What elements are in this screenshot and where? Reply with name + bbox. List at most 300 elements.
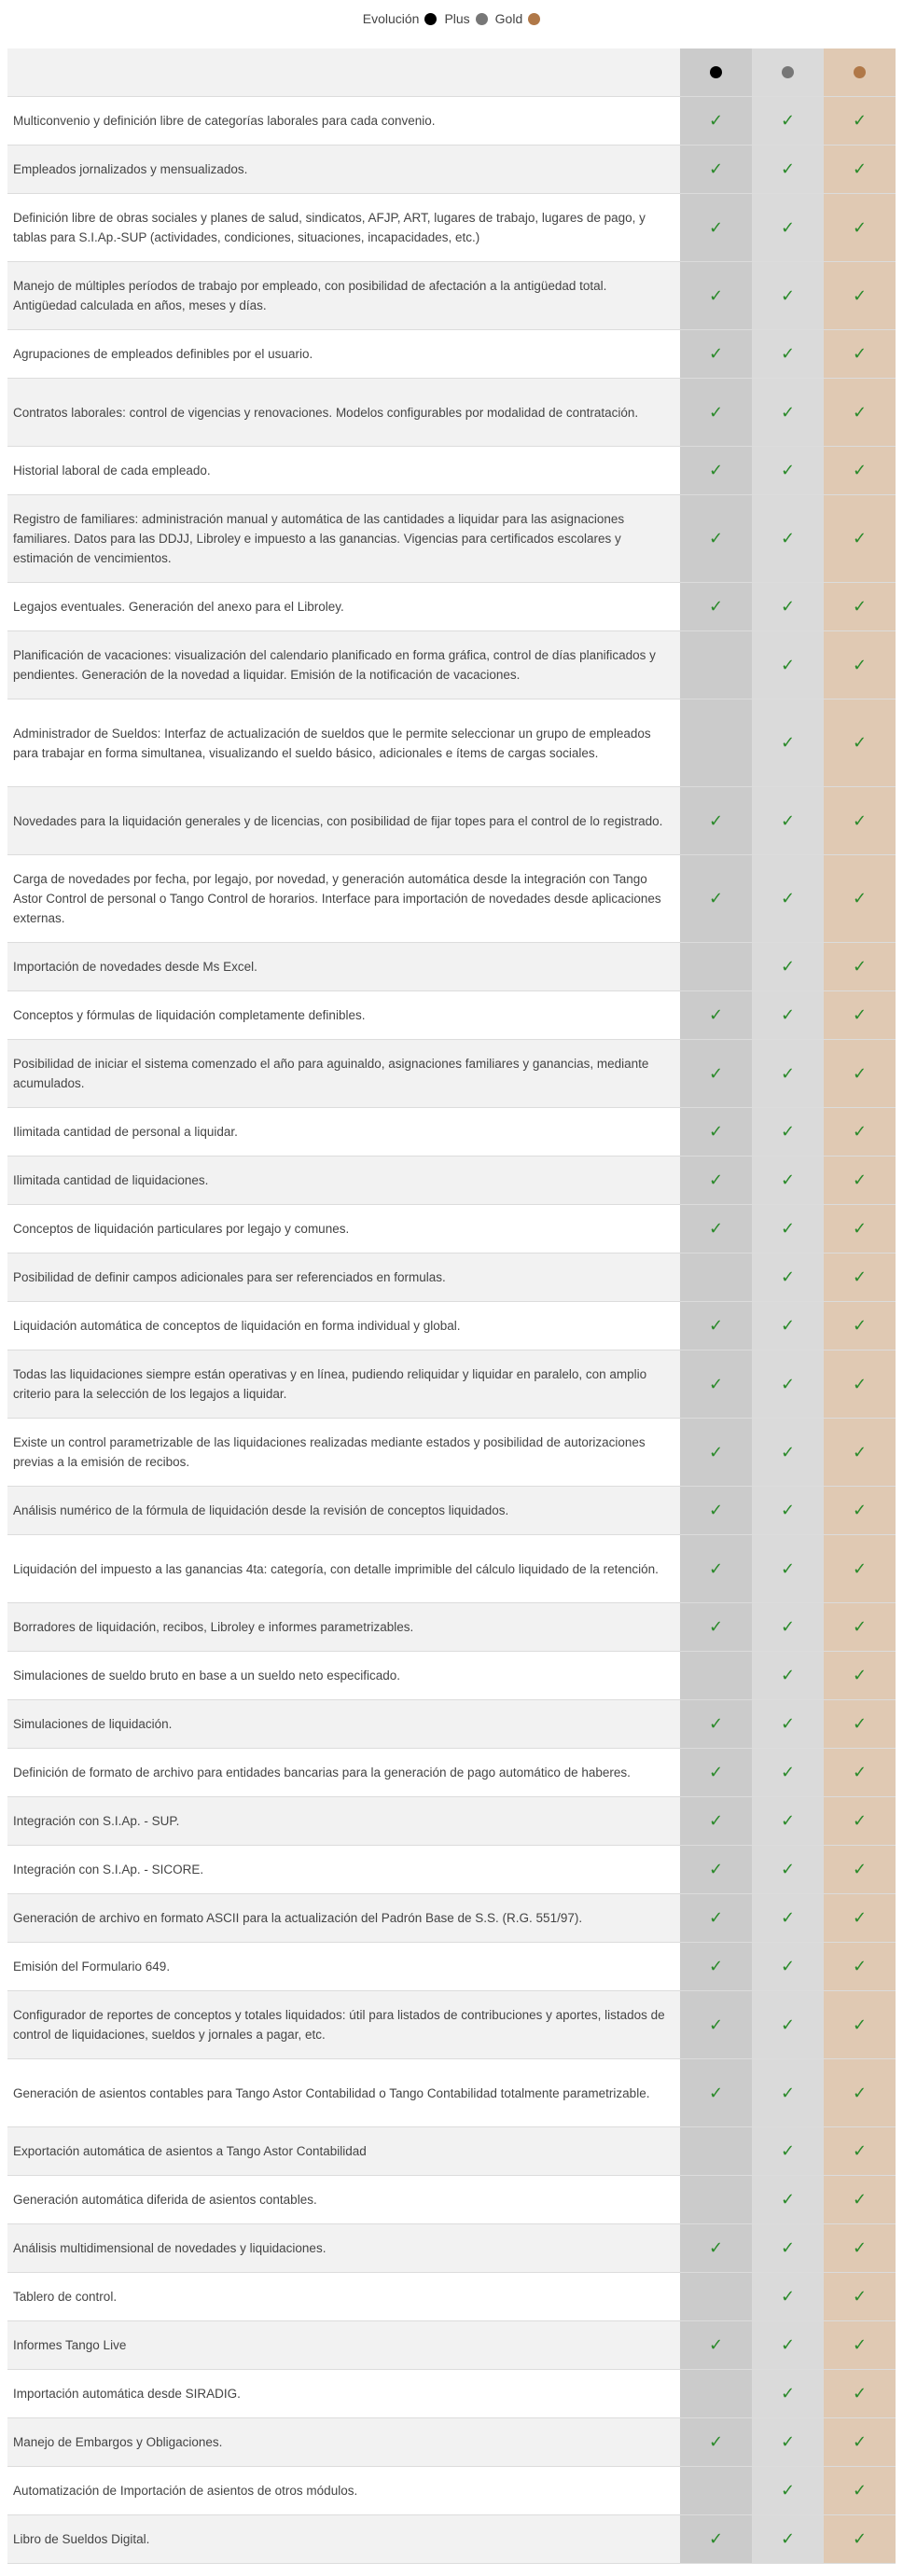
table-row — [7, 699, 896, 787]
table-row — [7, 379, 896, 447]
check-icon: ✓ — [852, 1063, 868, 1083]
table-row — [7, 1253, 896, 1302]
table-row — [7, 631, 896, 699]
check-icon: ✓ — [708, 1763, 724, 1781]
plan-availability-cell — [824, 699, 896, 786]
check-icon: ✓ — [852, 1316, 868, 1335]
check-icon: ✓ — [852, 111, 868, 130]
table-row — [7, 2370, 896, 2418]
feature-description: Tablero de control. — [7, 2273, 680, 2320]
legend-dot-icon — [476, 13, 488, 25]
plan-availability-cell — [680, 1894, 752, 1942]
feature-description: Posibilidad de iniciar el sistema comenzado el año para aguinaldo, asignaciones familiares y ganancias, mediante acumulados. — [7, 1040, 680, 1107]
check-icon: ✓ — [708, 1063, 724, 1083]
check-icon: ✓ — [708, 1558, 724, 1578]
check-icon: ✓ — [852, 1219, 868, 1238]
check-icon: ✓ — [780, 1267, 796, 1286]
check-icon: ✓ — [852, 597, 868, 616]
plan-availability-cell — [752, 991, 824, 1039]
plan-availability-cell — [752, 1156, 824, 1204]
plan-availability-cell — [824, 943, 896, 990]
check-icon: ✓ — [708, 1122, 724, 1141]
plan-availability-cell — [824, 1535, 896, 1602]
plan-availability-cell — [680, 1535, 752, 1602]
feature-description: Manejo de Embargos y Obligaciones. — [7, 2418, 680, 2466]
feature-description: Emisión del Formulario 649. — [7, 1943, 680, 1990]
feature-description: Automatización de Importación de asientos de otros módulos. — [7, 2467, 680, 2514]
check-icon: ✓ — [708, 2335, 724, 2354]
check-icon: ✓ — [780, 2529, 796, 2548]
feature-description: Historial laboral de cada empleado. — [7, 447, 680, 494]
plan-availability-cell — [824, 1652, 896, 1699]
table-row — [7, 2224, 896, 2273]
plan-availability-cell — [680, 2224, 752, 2272]
plan-availability-cell — [680, 1797, 752, 1845]
feature-comparison-table — [7, 48, 896, 2564]
check-icon: ✓ — [708, 2529, 724, 2548]
check-icon: ✓ — [780, 1063, 796, 1083]
check-icon: ✓ — [852, 2238, 868, 2257]
check-icon: ✓ — [852, 1763, 868, 1781]
check-icon: ✓ — [852, 2432, 868, 2451]
plan-availability-cell — [752, 2418, 824, 2466]
table-row — [7, 97, 896, 145]
check-icon: ✓ — [852, 2083, 868, 2102]
check-icon: ✓ — [780, 1501, 796, 1519]
check-icon: ✓ — [780, 1617, 796, 1636]
feature-description: Posibilidad de definir campos adicionales para ser referenciados en formulas. — [7, 1253, 680, 1301]
feature-description: Legajos eventuales. Generación del anexo para el Libroley. — [7, 583, 680, 630]
table-row — [7, 1419, 896, 1487]
plan-availability-cell — [752, 1991, 824, 2058]
check-icon: ✓ — [780, 889, 796, 907]
check-icon: ✓ — [780, 2432, 796, 2451]
table-row — [7, 855, 896, 943]
table-row — [7, 2176, 896, 2224]
plan-availability-cell — [824, 2370, 896, 2417]
feature-description: Liquidación del impuesto a las ganancias 4ta: categoría, con detalle imprimible del cálculo liquidado de la retención. — [7, 1535, 680, 1602]
check-icon: ✓ — [852, 1617, 868, 1636]
table-row — [7, 1535, 896, 1603]
legend-label: Plus — [444, 11, 470, 26]
check-icon: ✓ — [780, 1122, 796, 1141]
table-row — [7, 1156, 896, 1205]
feature-description: Configurador de reportes de conceptos y totales liquidados: útil para listados de contribuciones y aportes, listados de control de liquidaciones, sueldos y jornales a pagar, etc. — [7, 1991, 680, 2058]
plan-availability-cell — [752, 631, 824, 699]
plan-availability-cell — [824, 1846, 896, 1893]
plan-availability-cell — [752, 379, 824, 446]
plan-availability-cell — [824, 1797, 896, 1845]
table-row — [7, 1108, 896, 1156]
plan-availability-cell — [680, 1603, 752, 1651]
plan-availability-cell — [824, 631, 896, 699]
plan-availability-cell — [752, 1700, 824, 1748]
table-row — [7, 2321, 896, 2370]
plan-dot-icon — [854, 66, 866, 78]
plan-availability-cell — [752, 1419, 824, 1486]
check-icon: ✓ — [852, 2335, 868, 2354]
plan-availability-cell — [824, 1991, 896, 2058]
feature-description: Todas las liquidaciones siempre están operativas y en línea, pudiendo reliquidar y liquidar en paralelo, con amplio criterio para la selección de los legajos a liquidar. — [7, 1350, 680, 1418]
feature-description: Libro de Sueldos Digital. — [7, 2515, 680, 2563]
check-icon: ✓ — [708, 2083, 724, 2102]
plan-availability-cell — [680, 1749, 752, 1796]
plan-availability-cell — [680, 1419, 752, 1486]
plan-availability-cell — [680, 262, 752, 329]
check-icon: ✓ — [780, 285, 796, 305]
feature-description: Conceptos y fórmulas de liquidación completamente definibles. — [7, 991, 680, 1039]
check-icon: ✓ — [780, 1666, 796, 1684]
plan-availability-cell — [752, 194, 824, 261]
check-icon: ✓ — [852, 159, 868, 178]
table-row — [7, 2467, 896, 2515]
plan-availability-cell — [680, 2059, 752, 2126]
plan-availability-cell — [752, 855, 824, 942]
plan-availability-cell — [680, 1991, 752, 2058]
table-row — [7, 1894, 896, 1943]
table-row — [7, 991, 896, 1040]
legend-label: Evolución — [362, 11, 420, 26]
feature-description: Importación de novedades desde Ms Excel. — [7, 943, 680, 990]
check-icon: ✓ — [852, 2015, 868, 2034]
check-icon: ✓ — [780, 1005, 796, 1024]
plan-availability-cell — [824, 1350, 896, 1418]
check-icon: ✓ — [708, 597, 724, 616]
check-icon: ✓ — [780, 159, 796, 178]
check-icon: ✓ — [708, 1170, 724, 1189]
check-icon: ✓ — [780, 597, 796, 616]
plan-availability-cell — [680, 1846, 752, 1893]
plan-availability-cell — [824, 194, 896, 261]
table-row — [7, 2418, 896, 2467]
legend-label: Gold — [494, 11, 523, 26]
check-icon: ✓ — [780, 2238, 796, 2257]
plan-availability-cell — [752, 1894, 824, 1942]
table-row — [7, 145, 896, 194]
check-icon: ✓ — [708, 1501, 724, 1519]
check-icon: ✓ — [780, 2015, 796, 2034]
plan-availability-cell — [752, 495, 824, 582]
table-row — [7, 1302, 896, 1350]
feature-description: Integración con S.I.Ap. - SICORE. — [7, 1846, 680, 1893]
plan-availability-cell — [680, 1108, 752, 1156]
plan-availability-cell — [680, 2127, 752, 2175]
check-icon: ✓ — [780, 402, 796, 422]
check-icon: ✓ — [708, 1442, 724, 1461]
table-row — [7, 1797, 896, 1846]
check-icon: ✓ — [708, 285, 724, 305]
plan-availability-cell — [752, 2370, 824, 2417]
check-icon: ✓ — [852, 402, 868, 422]
plan-availability-cell — [680, 1487, 752, 1534]
feature-description: Simulaciones de liquidación. — [7, 1700, 680, 1748]
table-row — [7, 2273, 896, 2321]
plan-availability-cell — [824, 330, 896, 378]
plan-availability-cell — [824, 145, 896, 193]
plan-availability-cell — [752, 583, 824, 630]
plan-availability-cell — [824, 97, 896, 145]
plan-availability-cell — [752, 97, 824, 145]
check-icon: ✓ — [708, 1714, 724, 1733]
header-plan-cell — [680, 48, 752, 96]
plan-availability-cell — [680, 2176, 752, 2223]
plan-availability-cell — [680, 194, 752, 261]
check-icon: ✓ — [780, 344, 796, 363]
plan-availability-cell — [680, 991, 752, 1039]
plan-availability-cell — [680, 1205, 752, 1253]
table-row — [7, 2127, 896, 2176]
table-row — [7, 1040, 896, 1108]
plan-availability-cell — [824, 495, 896, 582]
check-icon: ✓ — [852, 1501, 868, 1519]
plan-availability-cell — [824, 1253, 896, 1301]
table-header-row — [7, 48, 896, 97]
feature-description: Ilimitada cantidad de personal a liquidar. — [7, 1108, 680, 1156]
plan-availability-cell — [824, 855, 896, 942]
plan-availability-cell — [824, 2321, 896, 2369]
check-icon: ✓ — [780, 461, 796, 479]
check-icon: ✓ — [852, 733, 868, 752]
plan-availability-cell — [752, 1846, 824, 1893]
check-icon: ✓ — [852, 957, 868, 976]
table-row — [7, 447, 896, 495]
check-icon: ✓ — [708, 159, 724, 178]
plan-availability-cell — [752, 1603, 824, 1651]
check-icon: ✓ — [780, 1763, 796, 1781]
legend-item-evolución — [363, 11, 438, 26]
plan-availability-cell — [824, 2273, 896, 2320]
plan-availability-cell — [680, 1700, 752, 1748]
plan-availability-cell — [752, 1535, 824, 1602]
feature-description: Generación automática diferida de asientos contables. — [7, 2176, 680, 2223]
plan-availability-cell — [824, 1749, 896, 1796]
plan-availability-cell — [824, 2224, 896, 2272]
plan-availability-cell — [752, 2515, 824, 2563]
check-icon: ✓ — [852, 889, 868, 907]
table-row — [7, 194, 896, 262]
plan-availability-cell — [680, 1040, 752, 1107]
plan-availability-cell — [824, 2515, 896, 2563]
plan-availability-cell — [824, 2418, 896, 2466]
check-icon: ✓ — [852, 461, 868, 479]
check-icon: ✓ — [708, 217, 724, 237]
plan-availability-cell — [752, 1108, 824, 1156]
plan-availability-cell — [824, 1603, 896, 1651]
check-icon: ✓ — [780, 2190, 796, 2209]
check-icon: ✓ — [852, 1666, 868, 1684]
legend-item-plus — [444, 11, 487, 26]
check-icon: ✓ — [780, 1714, 796, 1733]
plan-availability-cell — [752, 2127, 824, 2175]
plan-availability-cell — [680, 145, 752, 193]
check-icon: ✓ — [852, 2529, 868, 2548]
legend-dot-icon — [424, 13, 437, 25]
feature-description: Borradores de liquidación, recibos, Libroley e informes parametrizables. — [7, 1603, 680, 1651]
feature-description: Generación de asientos contables para Tango Astor Contabilidad o Tango Contabilidad totalmente parametrizable. — [7, 2059, 680, 2126]
plan-availability-cell — [824, 2059, 896, 2126]
table-row — [7, 787, 896, 855]
plan-availability-cell — [752, 943, 824, 990]
header-plan-cell — [824, 48, 896, 96]
plan-availability-cell — [752, 1749, 824, 1796]
plan-availability-cell — [824, 1487, 896, 1534]
feature-description: Conceptos de liquidación particulares por legajo y comunes. — [7, 1205, 680, 1253]
check-icon: ✓ — [852, 2384, 868, 2403]
table-row — [7, 1991, 896, 2059]
plan-availability-cell — [752, 330, 824, 378]
check-icon: ✓ — [780, 1442, 796, 1461]
table-row — [7, 1652, 896, 1700]
feature-description: Definición de formato de archivo para entidades bancarias para la generación de pago automático de haberes. — [7, 1749, 680, 1796]
check-icon: ✓ — [852, 2481, 868, 2500]
plan-availability-cell — [680, 330, 752, 378]
plan-availability-cell — [680, 1302, 752, 1350]
feature-description: Exportación automática de asientos a Tango Astor Contabilidad — [7, 2127, 680, 2175]
plan-availability-cell — [752, 1487, 824, 1534]
plan-availability-cell — [680, 2467, 752, 2514]
check-icon: ✓ — [780, 1374, 796, 1393]
plan-availability-cell — [680, 2273, 752, 2320]
plan-availability-cell — [680, 943, 752, 990]
plan-availability-cell — [752, 1302, 824, 1350]
check-icon: ✓ — [780, 957, 796, 976]
plan-availability-cell — [680, 379, 752, 446]
plan-availability-cell — [752, 1040, 824, 1107]
check-icon: ✓ — [708, 1617, 724, 1636]
feature-description: Simulaciones de sueldo bruto en base a un sueldo neto especificado. — [7, 1652, 680, 1699]
check-icon: ✓ — [708, 889, 724, 907]
plan-availability-cell — [824, 1419, 896, 1486]
check-icon: ✓ — [780, 1316, 796, 1335]
table-row — [7, 1350, 896, 1419]
plan-availability-cell — [752, 2467, 824, 2514]
check-icon: ✓ — [780, 1860, 796, 1878]
check-icon: ✓ — [852, 1714, 868, 1733]
plan-availability-cell — [752, 2273, 824, 2320]
plan-availability-cell — [824, 1943, 896, 1990]
check-icon: ✓ — [852, 1860, 868, 1878]
check-icon: ✓ — [780, 1957, 796, 1975]
check-icon: ✓ — [780, 2335, 796, 2354]
header-label-cell — [7, 48, 680, 96]
check-icon: ✓ — [780, 2141, 796, 2160]
feature-description: Planificación de vacaciones: visualización del calendario planificado en forma gráfica, control de días planificados y pendientes. Generación de la novedad a liquidar. Emisión de la notificación de vacaciones. — [7, 631, 680, 699]
check-icon: ✓ — [852, 1957, 868, 1975]
check-icon: ✓ — [780, 1811, 796, 1830]
check-icon: ✓ — [708, 1908, 724, 1927]
check-icon: ✓ — [780, 529, 796, 547]
check-icon: ✓ — [852, 529, 868, 547]
plan-availability-cell — [680, 1652, 752, 1699]
table-row — [7, 1700, 896, 1749]
plan-availability-cell — [752, 2224, 824, 2272]
plan-availability-cell — [752, 699, 824, 786]
table-row — [7, 943, 896, 991]
plan-availability-cell — [752, 1797, 824, 1845]
feature-description: Liquidación automática de conceptos de liquidación en forma individual y global. — [7, 1302, 680, 1350]
plan-availability-cell — [680, 2515, 752, 2563]
check-icon: ✓ — [780, 1219, 796, 1238]
check-icon: ✓ — [708, 461, 724, 479]
plan-availability-cell — [752, 2321, 824, 2369]
plan-availability-cell — [680, 495, 752, 582]
plan-availability-cell — [824, 1894, 896, 1942]
feature-description: Análisis numérico de la fórmula de liquidación desde la revisión de conceptos liquidados. — [7, 1487, 680, 1534]
plan-dot-icon — [710, 66, 722, 78]
table-row — [7, 1943, 896, 1991]
plan-availability-cell — [824, 1040, 896, 1107]
check-icon: ✓ — [852, 2287, 868, 2306]
feature-description: Ilimitada cantidad de liquidaciones. — [7, 1156, 680, 1204]
check-icon: ✓ — [780, 2384, 796, 2403]
plan-availability-cell — [824, 379, 896, 446]
plan-availability-cell — [824, 2467, 896, 2514]
plan-availability-cell — [824, 1108, 896, 1156]
plan-availability-cell — [752, 787, 824, 854]
plan-dot-icon — [782, 66, 794, 78]
plan-availability-cell — [680, 1350, 752, 1418]
plan-availability-cell — [824, 262, 896, 329]
plan-availability-cell — [680, 583, 752, 630]
check-icon: ✓ — [708, 1005, 724, 1024]
feature-description: Carga de novedades por fecha, por legajo, por novedad, y generación automática desde la integración con Tango Astor Control de personal o Tango Control de horarios. Interface para importación de novedades desde aplicaciones externas. — [7, 855, 680, 942]
feature-description: Contratos laborales: control de vigencias y renovaciones. Modelos configurables por modalidad de contratación. — [7, 379, 680, 446]
check-icon: ✓ — [708, 529, 724, 547]
feature-description: Multiconvenio y definición libre de categorías laborales para cada convenio. — [7, 97, 680, 145]
plan-availability-cell — [824, 1700, 896, 1748]
check-icon: ✓ — [852, 1122, 868, 1141]
feature-description: Generación de archivo en formato ASCII para la actualización del Padrón Base de S.S. (R.G. 551/97). — [7, 1894, 680, 1942]
check-icon: ✓ — [708, 2015, 724, 2034]
legend — [0, 0, 903, 37]
feature-description: Empleados jornalizados y mensualizados. — [7, 145, 680, 193]
feature-description: Manejo de múltiples períodos de trabajo por empleado, con posibilidad de afectación a la antigüedad total. Antigüedad calculada en años, meses y días. — [7, 262, 680, 329]
check-icon: ✓ — [852, 2141, 868, 2160]
plan-availability-cell — [680, 2418, 752, 2466]
plan-availability-cell — [824, 583, 896, 630]
feature-description: Registro de familiares: administración manual y automática de las cantidades a liquidar para las asignaciones familiares. Datos para las DDJJ, Libroley e impuesto a las ganancias. Vigencias para certificados escolares y estimación de vencimientos. — [7, 495, 680, 582]
plan-availability-cell — [824, 991, 896, 1039]
check-icon: ✓ — [708, 402, 724, 422]
plan-availability-cell — [824, 447, 896, 494]
check-icon: ✓ — [780, 1908, 796, 1927]
check-icon: ✓ — [852, 1442, 868, 1461]
plan-availability-cell — [680, 787, 752, 854]
check-icon: ✓ — [780, 1558, 796, 1578]
plan-availability-cell — [680, 1253, 752, 1301]
check-icon: ✓ — [780, 2083, 796, 2102]
legend-item-gold — [495, 11, 541, 26]
table-row — [7, 583, 896, 631]
check-icon: ✓ — [852, 2190, 868, 2209]
check-icon: ✓ — [780, 655, 796, 674]
plan-availability-cell — [752, 145, 824, 193]
table-row — [7, 2059, 896, 2127]
check-icon: ✓ — [708, 1374, 724, 1393]
check-icon: ✓ — [708, 810, 724, 830]
check-icon: ✓ — [852, 1374, 868, 1393]
feature-description: Integración con S.I.Ap. - SUP. — [7, 1797, 680, 1845]
feature-description: Definición libre de obras sociales y planes de salud, sindicatos, AFJP, ART, lugares de trabajo, lugares de pago, y tablas para S.I.Ap.-SUP (actividades, condiciones, situaciones, incapacidades, etc.) — [7, 194, 680, 261]
check-icon: ✓ — [780, 2481, 796, 2500]
plan-availability-cell — [680, 699, 752, 786]
table-row — [7, 1487, 896, 1535]
plan-availability-cell — [680, 2321, 752, 2369]
table-row — [7, 262, 896, 330]
plan-availability-cell — [752, 1350, 824, 1418]
plan-availability-cell — [824, 2127, 896, 2175]
check-icon: ✓ — [708, 1811, 724, 1830]
